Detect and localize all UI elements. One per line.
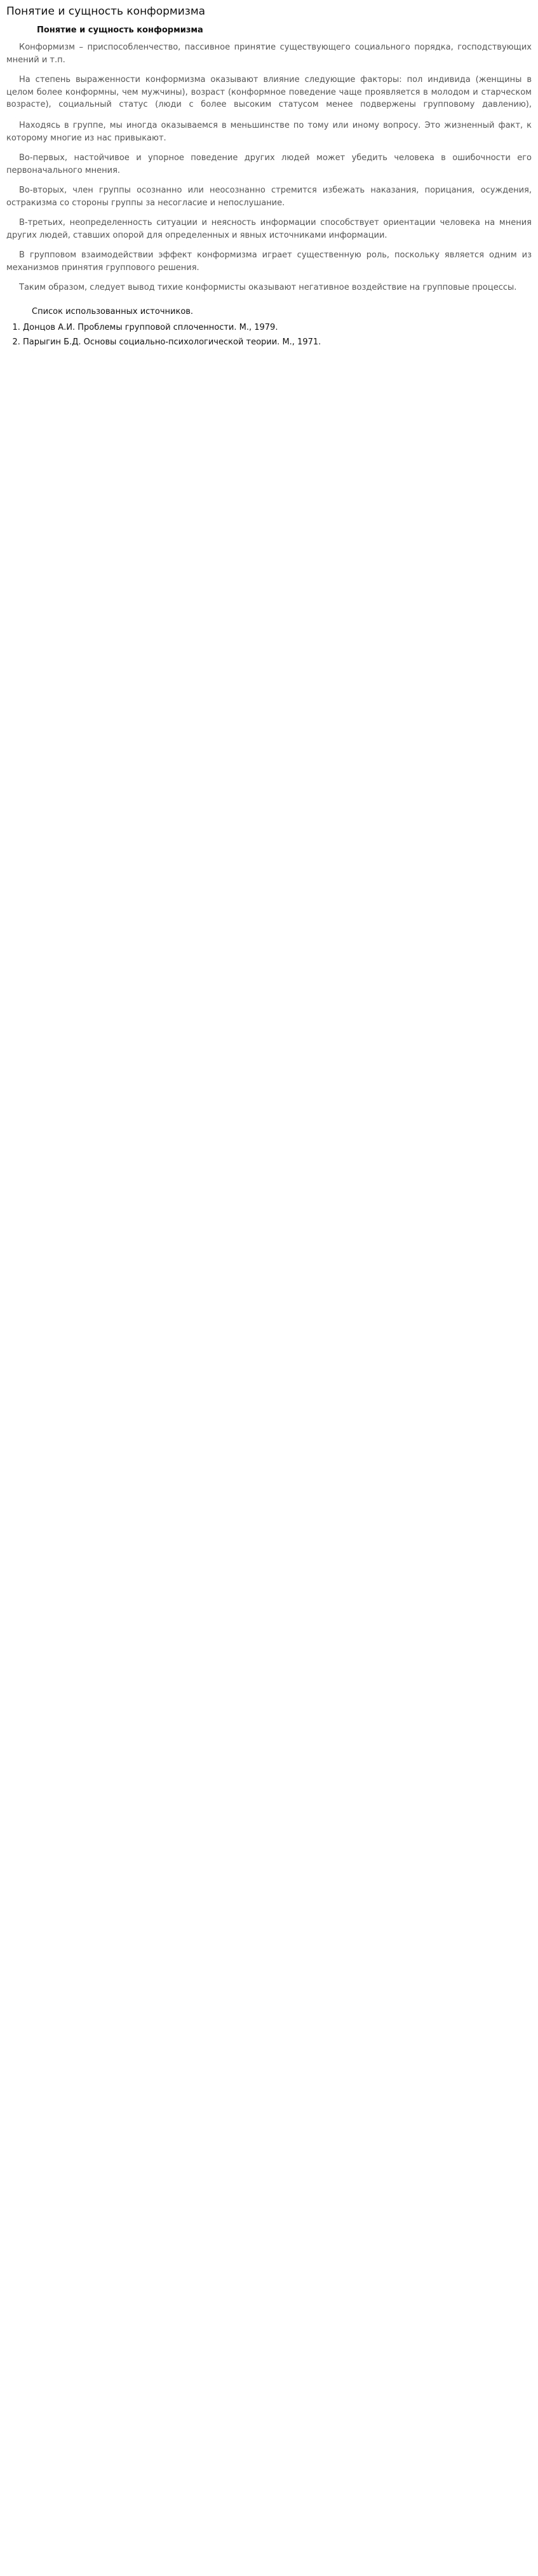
source-item-2: 2. Парыгин Б.Д. Основы социально-психологической теории. М., 1971. (23, 336, 532, 349)
article-paragraph-2: На степень выраженности конформизма оказывают влияние следующие факторы: пол индивида (женщины в целом более конформны, чем мужчины), возраст (конформное поведение чаще проявляется в молодом и старческом возрасте), социальный статус (люди с более высоким статусом менее подвержены групповому давлению), (6, 75, 532, 109)
article-paragraph-7: В групповом взаимодействии эффект конформизма играет существенную роль, поскольку является одним из механизмов принятия группового решения. (6, 250, 532, 273)
sources-heading: Список использованных источников. (32, 306, 194, 316)
page-title: Понятие и сущность конформизма (6, 5, 206, 18)
sources-list (6, 322, 532, 348)
article-paragraph-4: Во-первых, настойчивое и упорное поведение других людей может убедить человека в ошибочности его первоначального мнения. (6, 153, 532, 175)
article-title: Понятие и сущность конформизма (37, 25, 203, 35)
article-paragraph-1: Конформизм – приспособленчество, пассивное принятие существующего социального порядка, господствующих мнений и т.п. (6, 43, 532, 65)
page (0, 0, 538, 348)
article-paragraph-6: В-третьих, неопределенность ситуации и неясность информации способствует ориентации человека на мнения других людей, ставших опорой для определенных и явных источниками информации. (6, 218, 532, 240)
article-paragraph-5: Во-вторых, член группы осознанно или неосознанно стремится избежать наказания, порицания, осуждения, остракизма со стороны группы за несогласие и непослушание. (6, 186, 532, 208)
article-paragraph-3: Находясь в группе, мы иногда оказываемся в меньшинстве по тому или иному вопросу. Это жизненный факт, к которому многие из нас привыкают. (6, 121, 532, 143)
article-paragraph-8: Таким образом, следует вывод тихие конформисты оказывают негативное воздействие на групповые процессы. (19, 283, 517, 292)
source-item-1: 1. Донцов А.И. Проблемы групповой сплоченности. М., 1979. (23, 322, 532, 334)
